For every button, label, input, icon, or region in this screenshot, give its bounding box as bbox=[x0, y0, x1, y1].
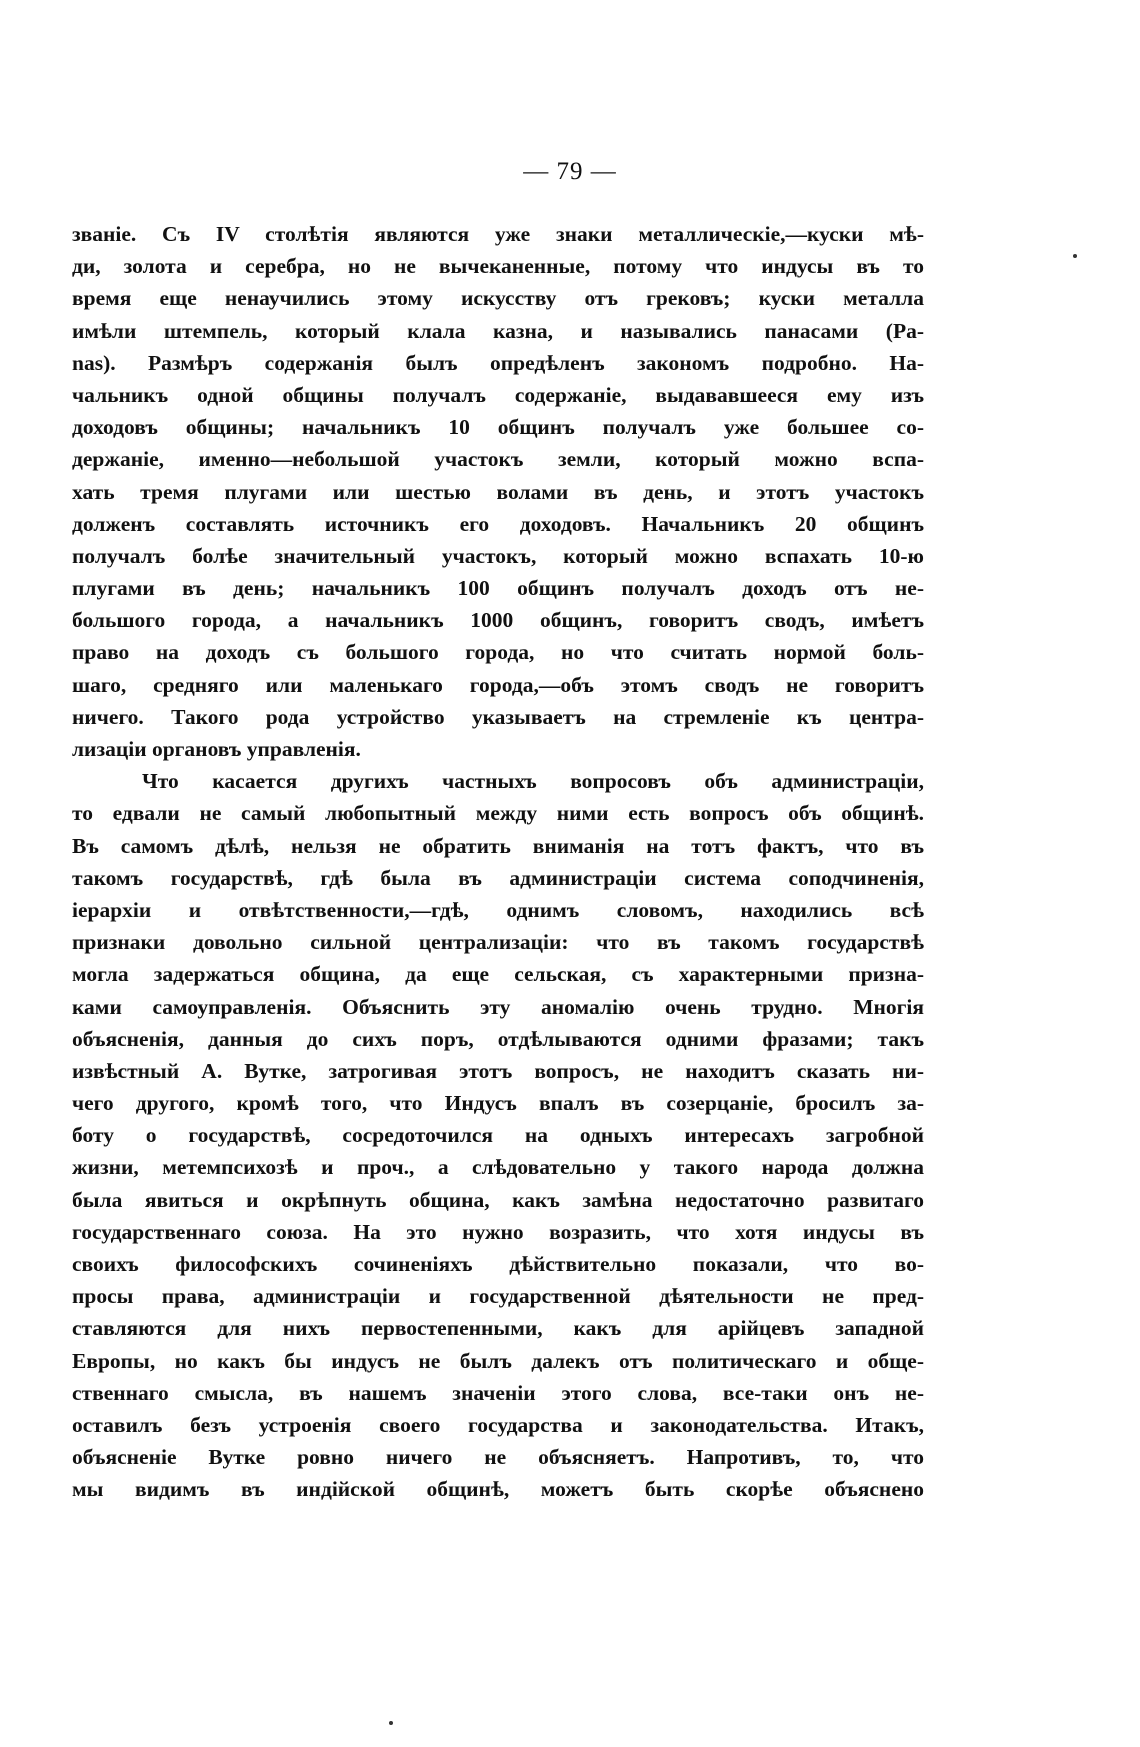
text-line: просы права, администраціи и государственной дѣятельности не пред- bbox=[72, 1284, 924, 1309]
text-line: объясненіе Вутке ровно ничего не объясняетъ. Напротивъ, то, что bbox=[72, 1445, 924, 1470]
text-line: Что касается другихъ частныхъ вопросовъ объ администраціи, bbox=[142, 769, 924, 794]
text-line: объясненія, данныя до сихъ поръ, отдѣлываются одними фразами; такъ bbox=[72, 1026, 924, 1051]
text-line: лизаціи органовъ управленія. bbox=[72, 737, 361, 761]
body-text bbox=[72, 218, 924, 1506]
text-line: то едвали не самый любопытный между ними есть вопросъ объ общинѣ. bbox=[72, 801, 924, 826]
text-line: званіе. Съ IV столѣтія являются уже знаки металлическіе,—куски мѣ- bbox=[72, 222, 924, 246]
text-line: была явиться и окрѣпнуть община, какъ замѣна недостаточно развитаго bbox=[72, 1187, 924, 1212]
text-line: боту о государствѣ, сосредоточился на одныхъ интересахъ загробной bbox=[72, 1123, 924, 1148]
text-line: извѣстный А. Вутке, затрогивая этотъ вопросъ, не находитъ сказать ни- bbox=[72, 1058, 924, 1083]
scan-speck bbox=[389, 1721, 393, 1725]
text-line: такомъ государствѣ, гдѣ была въ администраціи система соподчиненія, bbox=[72, 865, 924, 890]
text-line: признаки довольно сильной централизаціи: что въ такомъ государствѣ bbox=[72, 930, 924, 955]
text-line: большого города, а начальникъ 1000 общинъ, говоритъ сводъ, имѣетъ bbox=[72, 608, 924, 633]
text-line: ставляются для нихъ первостепенными, какъ для арійцевъ западной bbox=[72, 1316, 924, 1341]
text-line: ничего. Такого рода устройство указываетъ на стремленіе къ центра- bbox=[72, 704, 924, 729]
text-line: могла задержаться община, да еще сельская, съ характерными призна- bbox=[72, 962, 924, 987]
text-line: оставилъ безъ устроенія своего государства и законодательства. Итакъ, bbox=[72, 1412, 924, 1437]
text-line: Въ самомъ дѣлѣ, нельзя не обратить вниманія на тотъ фактъ, что въ bbox=[72, 833, 924, 858]
text-line: жизни, метемпсихозѣ и проч., а слѣдовательно у такого народа должна bbox=[72, 1155, 924, 1180]
text-line: шаго, средняго или маленькаго города,—объ этомъ сводъ не говоритъ bbox=[72, 672, 924, 697]
text-line: nas). Размѣръ содержанія былъ опредѣленъ закономъ подробно. На- bbox=[72, 350, 924, 375]
text-line: право на доходъ съ большого города, но что считать нормой боль- bbox=[72, 640, 924, 665]
text-line: своихъ философскихъ сочиненіяхъ дѣйствительно показали, что во- bbox=[72, 1252, 924, 1276]
text-line: долженъ составлять источникъ его доходовъ. Начальникъ 20 общинъ bbox=[72, 511, 924, 536]
text-line: Европы, но какъ бы индусъ не былъ далекъ отъ политическаго и обще- bbox=[72, 1348, 924, 1373]
text-line: время еще ненаучились этому искусству отъ грековъ; куски металла bbox=[72, 286, 924, 311]
page-number: — 79 — bbox=[523, 158, 617, 185]
text-line: чальникъ одной общины получалъ содержаніе, выдававшееся ему изъ bbox=[72, 382, 924, 407]
text-line: мы видимъ въ индійской общинѣ, можетъ быть скорѣе объяснено bbox=[72, 1477, 924, 1502]
text-line: доходовъ общины; начальникъ 10 общинъ получалъ уже большее со- bbox=[72, 415, 924, 440]
text-line: имѣли штемпель, который клала казна, и назывались панасами (Pa- bbox=[72, 318, 924, 343]
text-line: ками самоуправленія. Объяснить эту аномалію очень трудно. Многія bbox=[72, 994, 924, 1019]
text-line: ственнаго смысла, въ нашемъ значеніи этого слова, все-таки онъ не- bbox=[72, 1380, 924, 1405]
text-line: іерархіи и отвѣтственности,—гдѣ, однимъ словомъ, находились всѣ bbox=[72, 897, 924, 922]
text-line: хать тремя плугами или шестью волами въ день, и этотъ участокъ bbox=[72, 479, 924, 504]
text-line: государственнаго союза. На это нужно возразить, что хотя индусы въ bbox=[72, 1219, 924, 1244]
scan-speck bbox=[1073, 254, 1077, 258]
text-line: ди, золота и серебра, но не вычеканенные, потому что индусы въ то bbox=[72, 254, 924, 279]
text-line: чего другого, кромѣ того, что Индусъ впалъ въ созерцаніе, бросилъ за- bbox=[72, 1091, 924, 1116]
text-line: плугами въ день; начальникъ 100 общинъ получалъ доходъ отъ не- bbox=[72, 576, 924, 601]
text-line: получалъ болѣе значительный участокъ, который можно вспахать 10-ю bbox=[72, 543, 924, 568]
text-line: держаніе, именно—небольшой участокъ земли, который можно вспа- bbox=[72, 447, 924, 472]
